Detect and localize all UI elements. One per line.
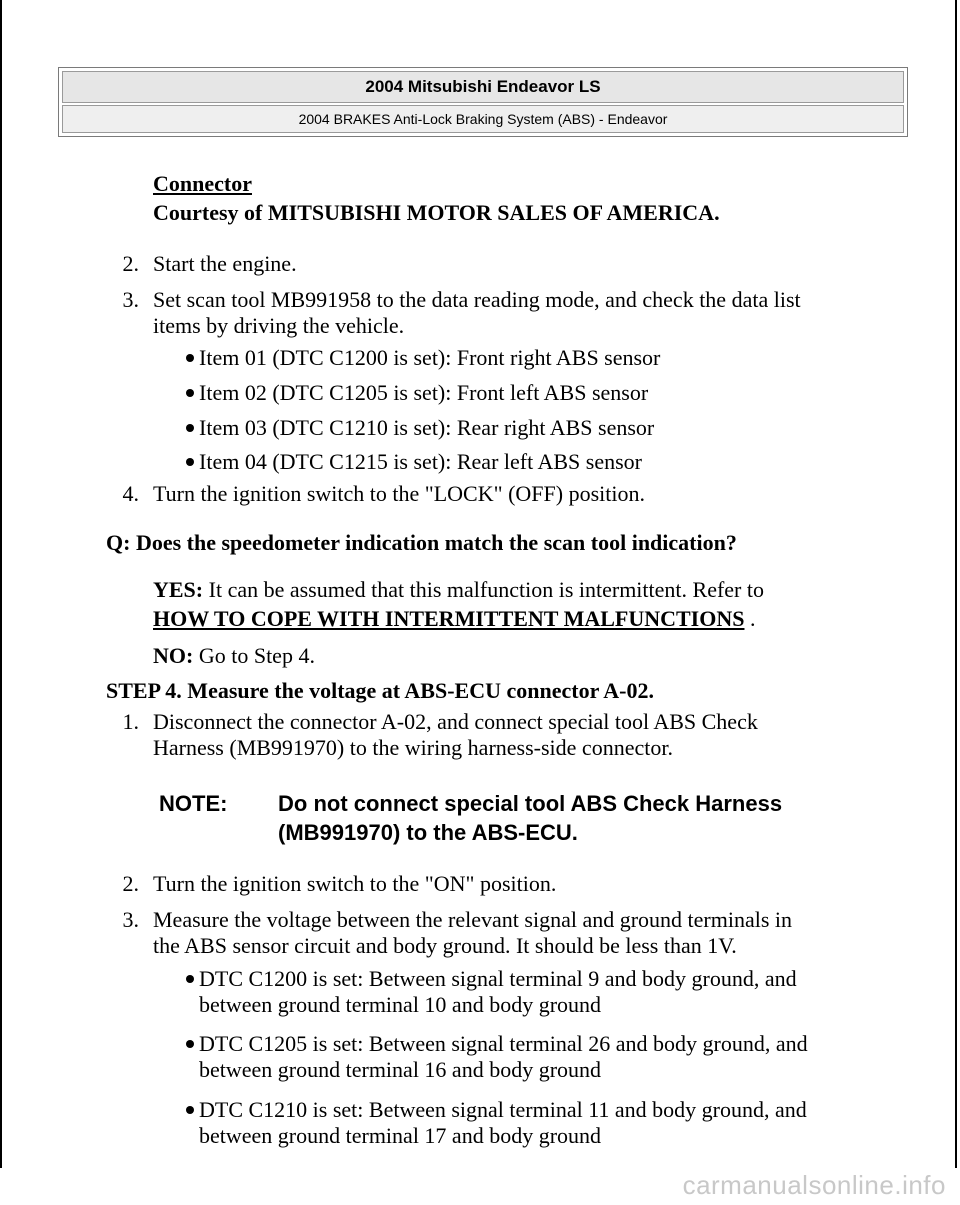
yes-answer xyxy=(153,577,764,603)
yes-label: YES: xyxy=(153,577,204,602)
step-text: Measure the voltage between the relevant signal and ground terminals in xyxy=(153,907,793,932)
step-text-cont: the ABS sensor circuit and body ground. It should be less than 1V. xyxy=(153,933,737,958)
bullet-icon xyxy=(186,389,194,397)
bullet-icon xyxy=(186,1040,194,1048)
intermittent-malfunctions-link[interactable]: HOW TO COPE WITH INTERMITTENT MALFUNCTIONS xyxy=(153,606,745,631)
step-text: Start the engine. xyxy=(153,251,297,276)
link-trailing: . xyxy=(744,606,756,631)
step-number: 3. xyxy=(122,287,139,312)
no-answer xyxy=(153,643,315,669)
step-number: 1. xyxy=(122,709,139,734)
list-item: Item 02 (DTC C1205 is set): Front left ABS sensor xyxy=(199,380,649,405)
list-item: DTC C1205 is set: Between signal terminal 26 and body ground, and xyxy=(199,1031,808,1056)
header-subtitle: 2004 BRAKES Anti-Lock Braking System (ABS) - Endeavor xyxy=(62,105,904,133)
bullet-icon xyxy=(186,975,194,983)
bullet-icon xyxy=(186,458,194,466)
yes-text: It can be assumed that this malfunction is intermittent. Refer to xyxy=(203,577,764,602)
question-heading: Q: Does the speedometer indication match the scan tool indication? xyxy=(106,530,737,555)
bullet-icon xyxy=(186,1106,194,1114)
note-label: NOTE: xyxy=(159,791,228,816)
step-text: Set scan tool MB991958 to the data reading mode, and check the data list xyxy=(153,287,801,312)
list-item: Item 03 (DTC C1210 is set): Rear right ABS sensor xyxy=(199,415,655,440)
page-border-left xyxy=(0,0,2,1205)
list-item: Item 04 (DTC C1215 is set): Rear left ABS sensor xyxy=(199,449,643,474)
step-number: 2. xyxy=(122,871,139,896)
step-text: Disconnect the connector A-02, and connect special tool ABS Check xyxy=(153,709,758,734)
step-number: 3. xyxy=(122,907,139,932)
footer-watermark: carmanualsonline.info xyxy=(682,1170,946,1200)
figure-caption-credit: Courtesy of MITSUBISHI MOTOR SALES OF AMERICA. xyxy=(153,200,720,225)
list-item: DTC C1200 is set: Between signal terminal 9 and body ground, and xyxy=(199,966,797,991)
step-text-cont: Harness (MB991970) to the wiring harness-side connector. xyxy=(153,735,673,760)
page-border-right xyxy=(955,0,957,1170)
bullet-icon xyxy=(186,424,194,432)
yes-link-line xyxy=(153,606,755,632)
step-text-cont: items by driving the vehicle. xyxy=(153,313,405,338)
no-label: NO: xyxy=(153,643,194,668)
list-item-cont: between ground terminal 10 and body ground xyxy=(199,992,602,1017)
document-header xyxy=(58,67,908,137)
step-number: 2. xyxy=(122,251,139,276)
step-heading: STEP 4. Measure the voltage at ABS-ECU connector A-02. xyxy=(106,678,654,703)
note-text: Do not connect special tool ABS Check Harness xyxy=(278,791,783,816)
header-title: 2004 Mitsubishi Endeavor LS xyxy=(62,71,904,103)
step-text: Turn the ignition switch to the "LOCK" (OFF) position. xyxy=(153,481,646,506)
list-item: Item 01 (DTC C1200 is set): Front right ABS sensor xyxy=(199,345,661,370)
note-text-cont: (MB991970) to the ABS-ECU. xyxy=(278,820,578,845)
figure-caption-title: Connector xyxy=(153,171,252,196)
list-item-cont: between ground terminal 16 and body ground xyxy=(199,1057,602,1082)
step-text: Turn the ignition switch to the "ON" position. xyxy=(153,871,557,896)
list-item-cont: between ground terminal 17 and body ground xyxy=(199,1123,602,1148)
step-number: 4. xyxy=(122,481,139,506)
bullet-icon xyxy=(186,354,194,362)
no-text: Go to Step 4. xyxy=(193,643,315,668)
list-item: DTC C1210 is set: Between signal terminal 11 and body ground, and xyxy=(199,1097,807,1122)
